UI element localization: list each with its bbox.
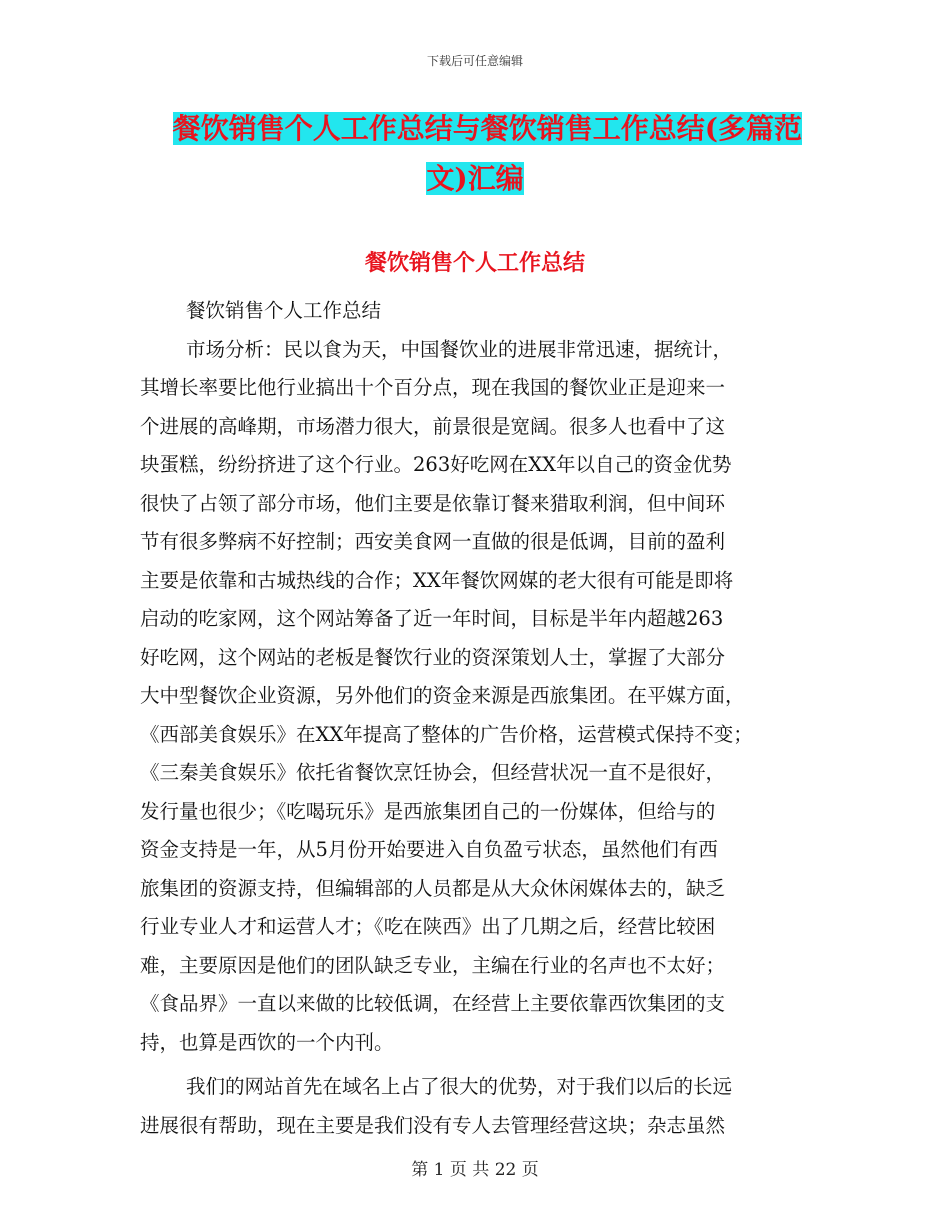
paragraph-line: 启动的吃家网，这个网站筹备了近一年时间，目标是半年内超越263 — [140, 607, 724, 630]
paragraph-line: 《三秦美食娱乐》依托省餐饮烹饪协会，但经营状况一直不是很好， — [140, 761, 726, 784]
paragraph-line: 行业专业人才和运营人才；《吃在陕西》出了几期之后，经营比较困 — [140, 915, 716, 938]
paragraph-line: 持，也算是西饮的一个内刊。 — [140, 1030, 394, 1054]
paragraph-line: 资金支持是一年，从5月份开始要进入自负盈亏状态，虽然他们有西 — [140, 838, 718, 861]
paragraph-line: 块蛋糕，纷纷挤进了这个行业。263好吃网在XX年以自己的资金优势 — [140, 453, 732, 476]
paragraph-line: 其增长率要比他行业搞出十个百分点，现在我国的餐饮业正是迎来一 — [140, 376, 726, 399]
paragraph-line: 《食品界》一直以来做的比较低调，在经营上主要依靠西饮集团的支 — [140, 992, 726, 1015]
paragraph-line: 旅集团的资源支持，但编辑部的人员都是从大众休闲媒体去的，缺乏 — [140, 876, 726, 900]
paragraph-line: 市场分析：民以食为天，中国餐饮业的进展非常迅速，据统计， — [186, 337, 733, 361]
section-heading: 餐饮销售个人工作总结 — [364, 250, 585, 276]
title-highlight-1: 餐饮销售个人工作总结与餐饮销售工作总结(多篇范 — [172, 112, 802, 145]
paragraph-line: 个进展的高峰期，市场潜力很大，前景很是宽阔。很多人也看中了这 — [140, 414, 726, 438]
paragraph-line: 节有很多弊病不好控制；西安美食网一直做的很是低调，目前的盈利 — [140, 530, 726, 553]
paragraph-line: 发行量也很少；《吃喝玩乐》是西旅集团自己的一份媒体，但给与的 — [140, 799, 716, 823]
paragraph-line: 很快了占领了部分市场，他们主要是依靠订餐来猎取利润，但中间环 — [140, 491, 726, 515]
paragraph-line: 大中型餐饮企业资源，另外他们的资金来源是西旅集团。在平媒方面， — [140, 684, 745, 707]
paragraph-line: 《西部美食娱乐》在XX年提高了整体的广告价格，运营模式保持不变； — [140, 722, 753, 746]
document-title-line-1 — [140, 104, 810, 154]
paragraph-line: 好吃网，这个网站的老板是餐饮行业的资深策划人士，掌握了大部分 — [140, 645, 726, 669]
body-text — [140, 292, 800, 1145]
paragraph-line: 我们的网站首先在域名上占了很大的优势，对于我们以后的长远 — [186, 1075, 733, 1098]
paragraph-line: 难，主要原因是他们的团队缺乏专业，主编在行业的名声也不太好； — [140, 953, 726, 977]
page-header: 下载后可任意编辑 — [426, 54, 523, 68]
document-title — [140, 104, 810, 204]
paragraph-line: 餐饮销售个人工作总结 — [186, 299, 382, 322]
title-highlight-2: 文)汇编 — [426, 162, 524, 195]
page-footer: 第 1 页 共 22 页 — [411, 1160, 539, 1180]
paragraph-line: 进展很有帮助，现在主要是我们没有专人去管理经营这块；杂志虽然 — [140, 1113, 726, 1137]
document-title-line-2 — [140, 154, 810, 204]
paragraph-line: 主要是依靠和古城热线的合作；XX年餐饮网媒的老大很有可能是即将 — [140, 568, 734, 592]
